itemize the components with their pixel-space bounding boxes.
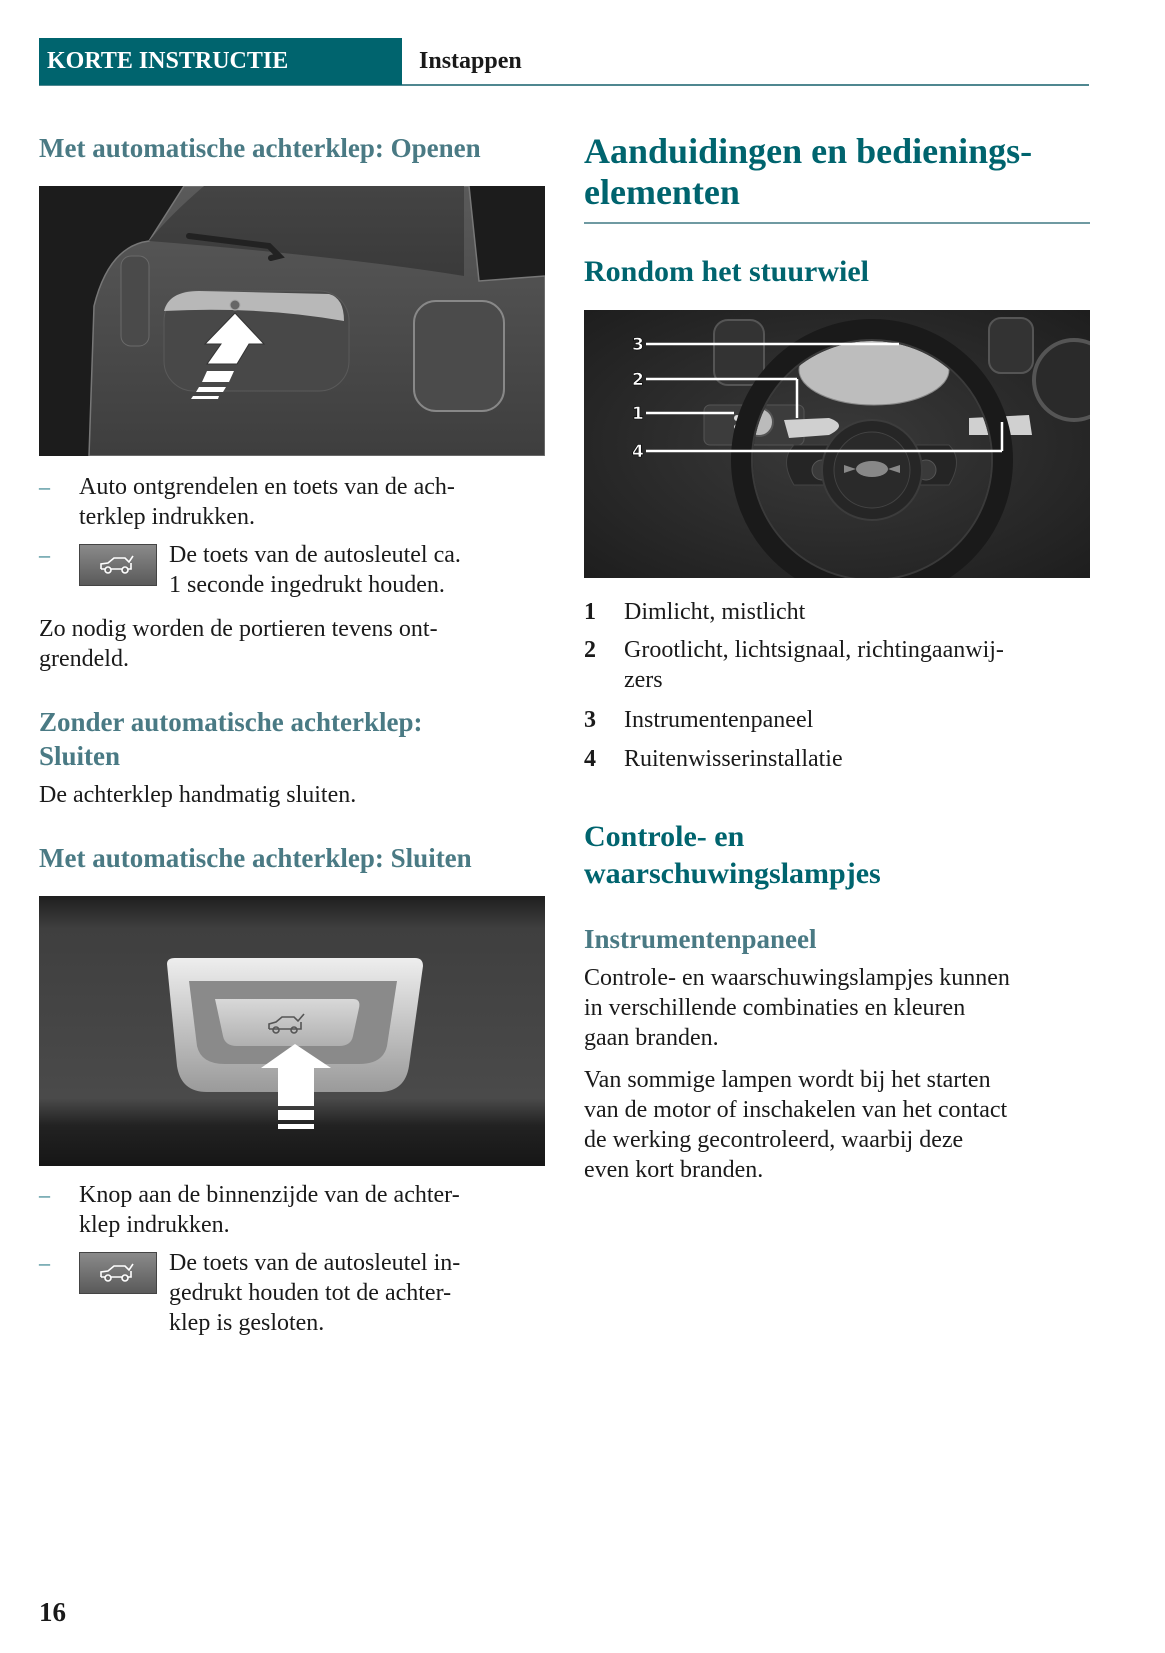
tailgate-key-button-icon (79, 1252, 157, 1294)
open-note: Zo nodig worden de portieren tevens ont- grendeld. (39, 616, 438, 672)
heading-warning-lights: Controle- en waarschuwingslampjes (584, 820, 881, 890)
page-header (39, 38, 1089, 86)
chapter-title: Instappen (419, 48, 522, 74)
bullet-dash: – (39, 474, 50, 499)
figure-tailgate-open (39, 186, 545, 456)
bullet-close-2: – De toets van de autosleutel in- gedrukt houden tot de achter- klep is gesloten. (39, 1250, 461, 1336)
heading-instrument-panel: Instrumentenpaneel (584, 924, 817, 954)
heading-close-manual: Zonder automatische achterklep: Sluiten (39, 707, 423, 771)
legend-item-2: 2 Grootlicht, lichtsignaal, richtingaanwij- zers (584, 637, 1004, 693)
svg-text:3: 3 (632, 335, 644, 355)
figure-tailgate-close (39, 896, 545, 1166)
legend-item-4: 4 Ruitenwisserinstallatie (584, 746, 843, 772)
tailgate-key-button-icon (79, 544, 157, 586)
bullet-close-1: – Knop aan de binnenzijde van de achter- klep indrukken. (39, 1182, 460, 1238)
heading-open-auto: Met automatische achterklep: Openen (39, 133, 481, 163)
svg-text:2: 2 (632, 370, 644, 390)
bullet-open-2: – De toets van de autosleutel ca. 1 seconde ingedrukt houden. (39, 542, 461, 598)
paragraph-2: Van sommige lampen wordt bij het starten van de motor of inschakelen van het contact de werking gecontroleerd, waarbij deze even kort branden. (584, 1067, 1008, 1183)
tailgate-rear-illustration (39, 186, 545, 456)
svg-text:1: 1 (632, 404, 644, 424)
bullet-dash: – (39, 1250, 50, 1275)
bullet-dash: – (39, 542, 50, 567)
heading-steering: Rondom het stuurwiel (584, 255, 870, 288)
section-tab: KORTE INSTRUCTIE (39, 38, 402, 85)
tailgate-close-button-illustration (39, 896, 545, 1166)
close-manual-text: De achterklep handmatig sluiten. (39, 782, 357, 808)
figure-steering-wheel (584, 310, 1090, 578)
page-number: 16 (39, 1597, 66, 1627)
bullet-open-1: – Auto ontgrendelen en toets van de ach- terklep indrukken. (39, 474, 455, 530)
svg-text:4: 4 (632, 442, 644, 462)
paragraph-1: Controle- en waarschuwingslampjes kunnen in verschillende combinaties en kleuren gaan branden. (584, 965, 1010, 1051)
steering-wheel-illustration (584, 310, 1090, 578)
legend-item-1: 1 Dimlicht, mistlicht (584, 599, 806, 625)
heading-divider (584, 222, 1090, 224)
main-heading: Aanduidingen en bedienings- elementen (584, 131, 1033, 212)
heading-close-auto: Met automatische achterklep: Sluiten (39, 843, 472, 873)
bullet-dash: – (39, 1182, 50, 1207)
legend-item-3: 3 Instrumentenpaneel (584, 707, 814, 733)
